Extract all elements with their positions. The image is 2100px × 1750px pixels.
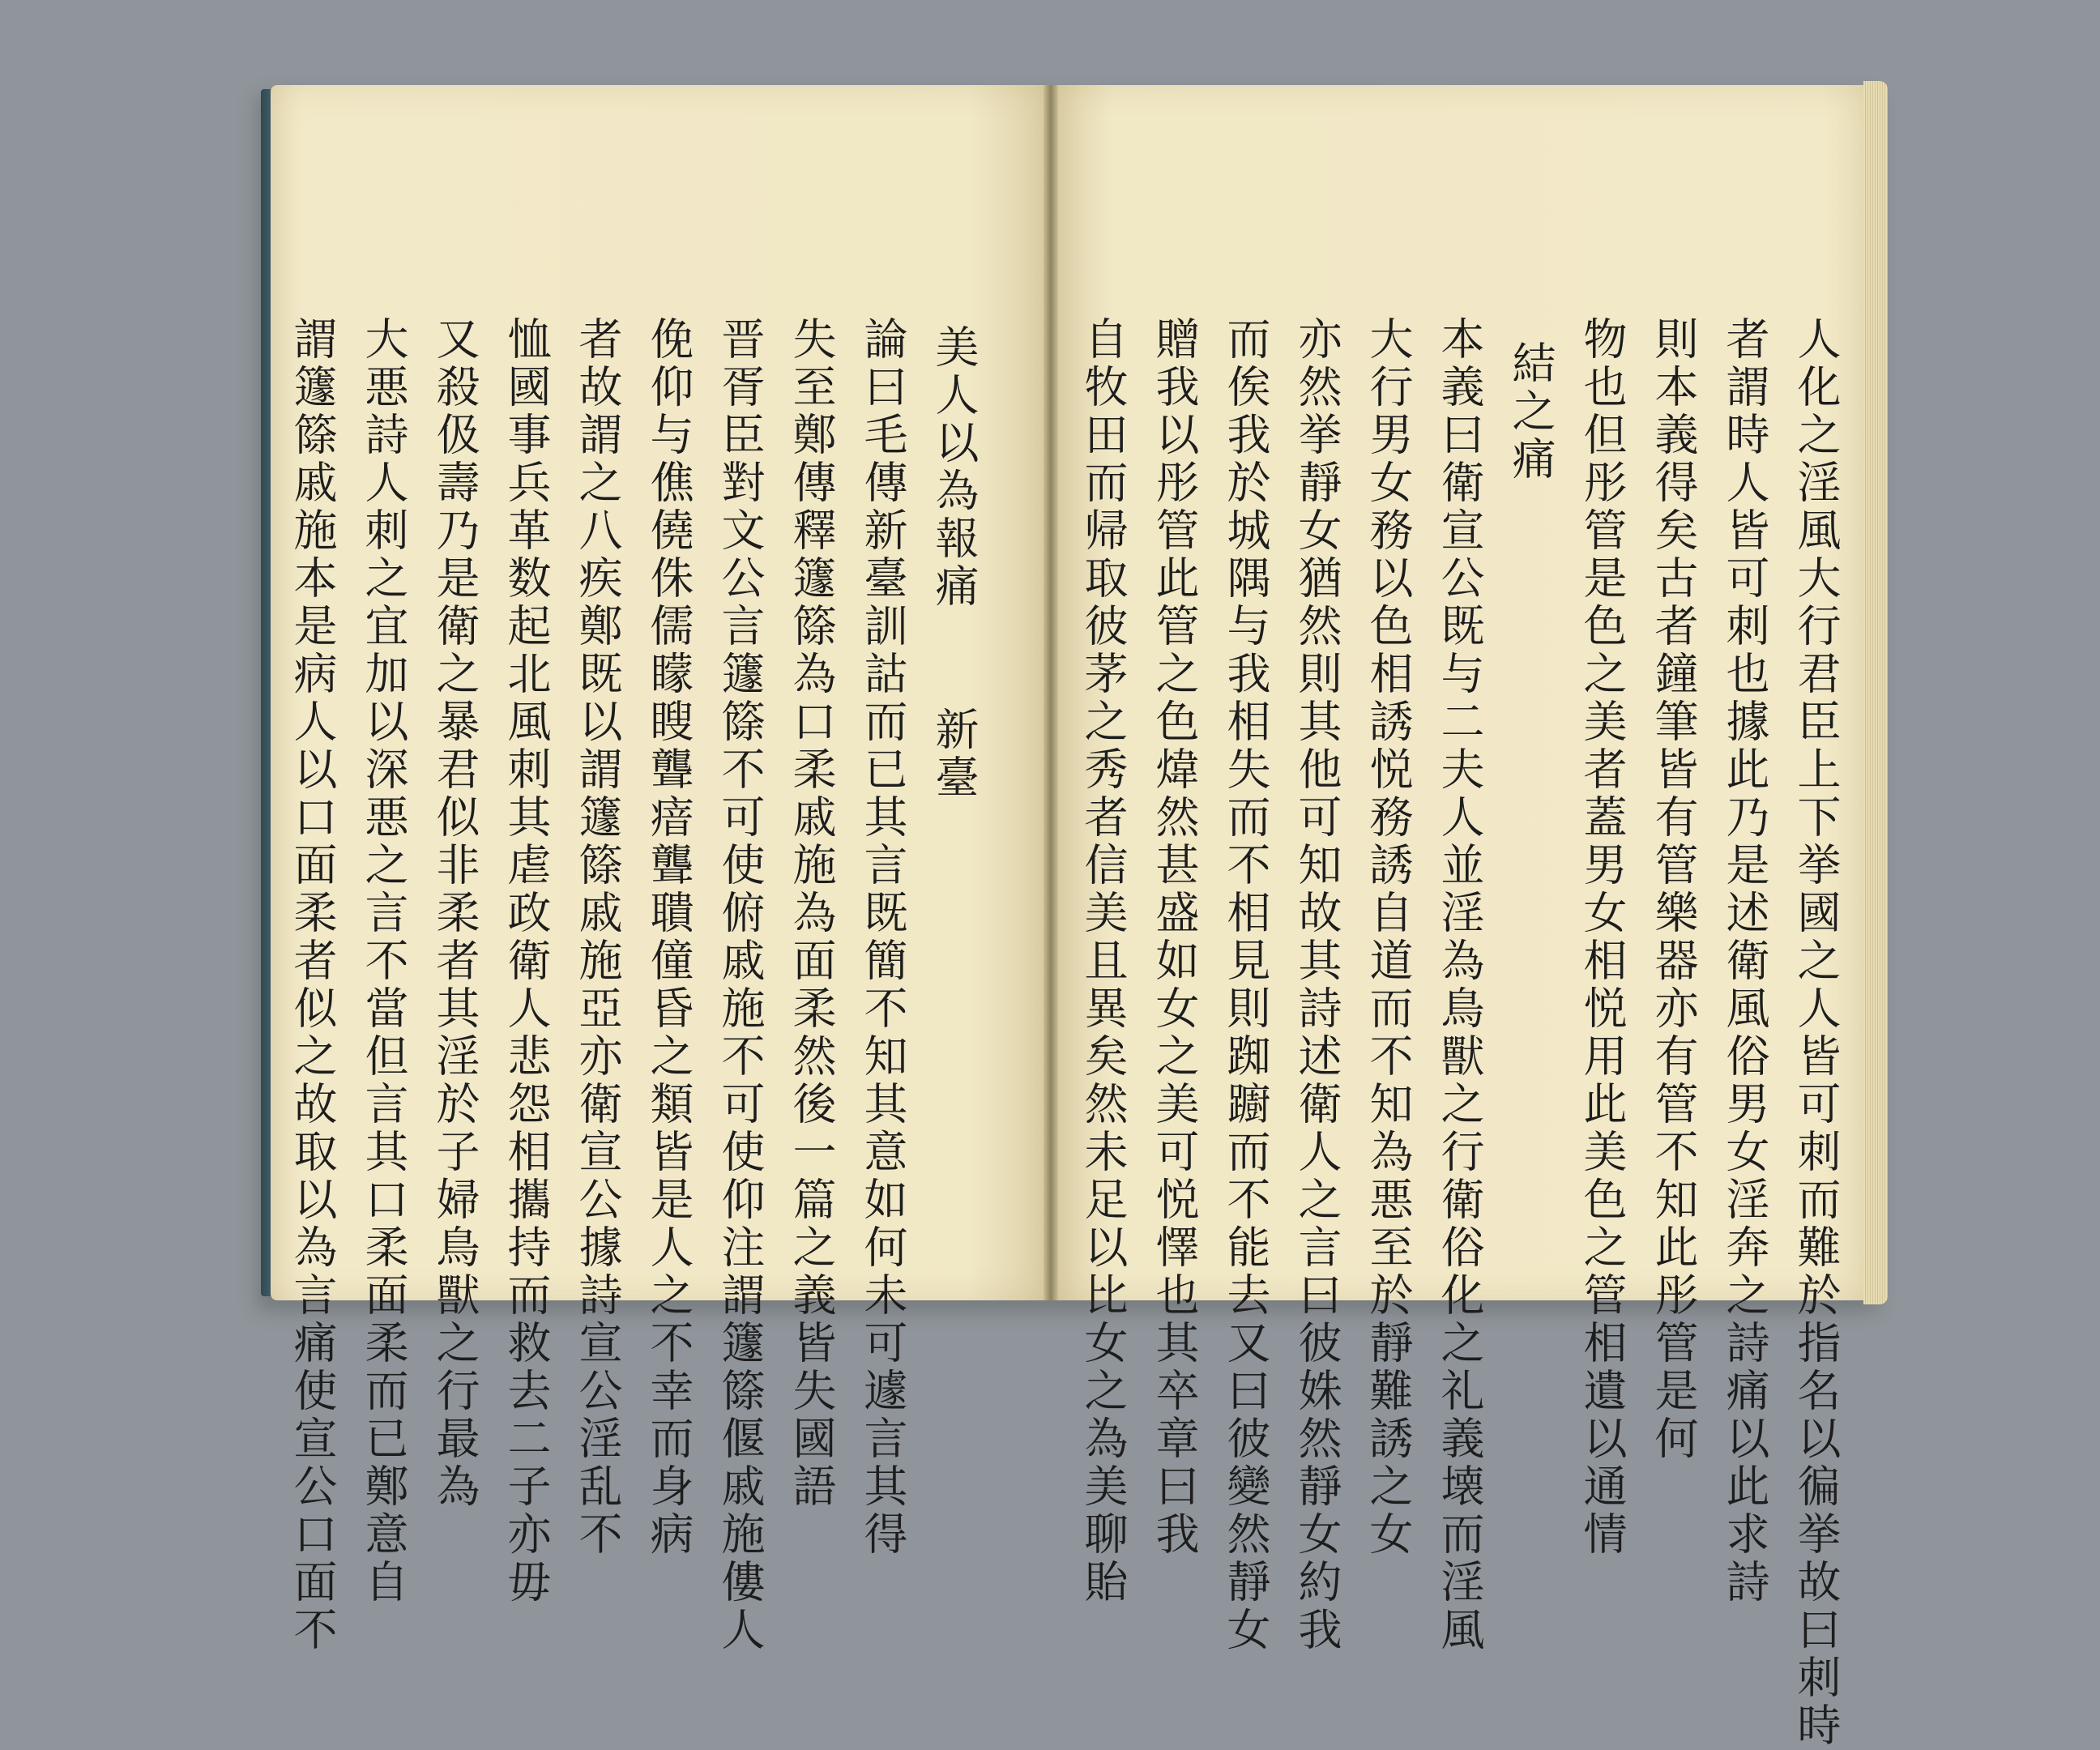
- right-page-column-8: 亦然挙靜女猶然則其他可知故其詩述衛人之言曰彼姝然靜女約我: [1291, 316, 1342, 1654]
- right-page-column-4: 物也但彤管是色之美者蓋男女相悦用此美色之管相遺以通情: [1577, 316, 1628, 1559]
- left-page-column-9: 大悪詩人刺之宜加以深悪之言不當但言其口柔面柔而已鄭意自: [358, 316, 409, 1607]
- right-page-column-2: 者謂時人皆可刺也據此乃是述衛風俗男女淫奔之詩痛以此求詩: [1719, 316, 1770, 1607]
- right-page-column-10: 贈我以彤管此管之色煒然甚盛如女之美可悦懌也其卒章曰我: [1149, 316, 1200, 1559]
- left-page-column-7: 恤國事兵革数起北風刺其虐政衛人悲怨相攜持而救去二子亦毋: [501, 316, 552, 1607]
- left-page-column-10: 謂籧篨戚施本是病人以口面柔者似之故取以為言痛使宣公口面不: [287, 316, 338, 1654]
- left-page-column-2: 論曰毛傳新臺訓詁而已其言既簡不知其意如何未可遽言其得: [857, 316, 908, 1559]
- page-stack-edge: [1863, 81, 1888, 1304]
- left-page-column-8: 又殺伋壽乃是衛之暴君似非柔者其淫於子婦鳥獸之行最為: [429, 316, 480, 1511]
- right-page-column-6: 本義曰衛宣公既与二夫人並淫為鳥獸之行衛俗化之礼義壊而淫風: [1434, 316, 1485, 1654]
- right-page-column-5: 結之痛: [1505, 340, 1556, 484]
- right-page-column-9: 而俟我於城隅与我相失而不相見則踟躕而不能去又曰彼變然靜女: [1220, 316, 1271, 1654]
- left-page-column-6: 者故謂之八疾鄭既以謂籧篨戚施亞亦衛宣公據詩宣公淫乱不: [572, 316, 623, 1559]
- book-gutter: [1044, 85, 1058, 1300]
- right-page-column-3: 則本義得矣古者鐘筆皆有管樂器亦有管不知此彤管是何: [1648, 316, 1699, 1463]
- left-page-column-5: 俛仰与僬僥侏儒矇瞍聾瘖聾聵僮昏之類皆是人之不幸而身病: [643, 316, 694, 1559]
- left-page-column-3: 失至鄭傳釋籧篨為口柔戚施為面柔然後一篇之義皆失國語: [786, 316, 837, 1511]
- right-page-column-11: 自牧田而帰取彼茅之秀者信美且異矣然未足以比女之為美聊貽: [1078, 316, 1129, 1607]
- left-page-column-1: 美人以為報痛 新臺: [928, 324, 980, 802]
- left-page-column-4: 晋胥臣對文公言籧篨不可使俯戚施不可使仰注謂籧篨偃戚施僂人: [715, 316, 766, 1654]
- right-page-column-1: 人化之淫風大行君臣上下挙國之人皆可刺而難於指名以徧挙故曰刺時: [1791, 316, 1842, 1750]
- right-page-column-7: 大行男女務以色相誘悦務誘自道而不知為悪至於靜難誘之女: [1363, 316, 1414, 1559]
